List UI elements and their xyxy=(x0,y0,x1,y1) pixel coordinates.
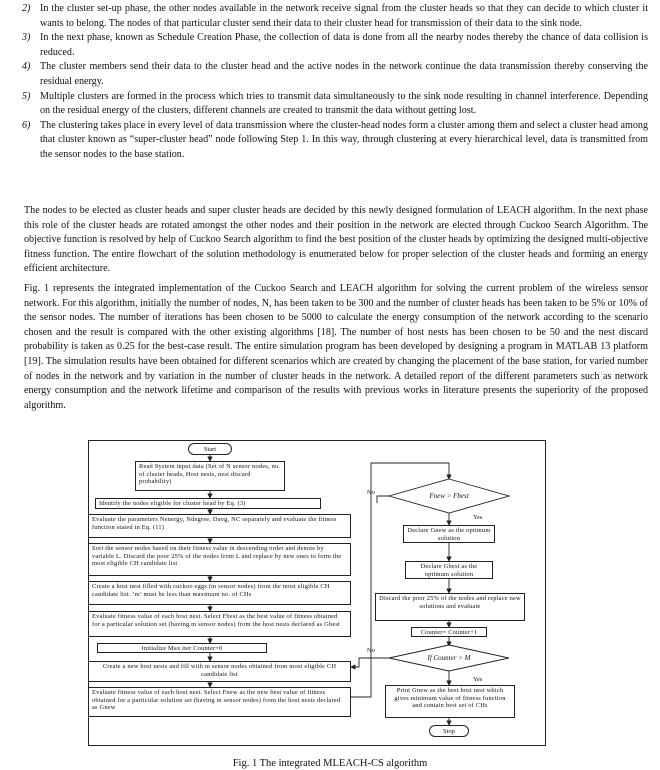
declare-gbest-box: Declare Gbest as the optimum solution xyxy=(405,561,493,579)
arrow xyxy=(377,496,389,503)
sort-nodes-box: Sort the sensor nodes based on their fitness value in descending order and denote by variable L. Discard the poor 25% of the nodes from L and replace by new ones to form the most eligible CH candidate list xyxy=(89,543,351,576)
step-text: In the cluster set-up phase, the other nodes available in the network receive signal from the cluster heads so that they can decide to which cluster it wants to belong. The nodes of that particular cluster send their data to their cluster head for transmission of their data to the sink node. xyxy=(40,3,648,29)
no-label: No xyxy=(367,489,375,496)
step-item-6 xyxy=(22,119,648,163)
step-item-3 xyxy=(22,31,648,60)
create-host-nest-box: Create a host nest filled with cuckoo eggs (m sensor nodes) from the most eligible CH candidate list. ‘m’ must be less than maximum no. of CHs xyxy=(89,581,351,605)
evaluate-parameters-box: Evaluate the parameters Nenergy, Ndegree, Davg, NC separately and evaluate the fitness function stated in Eq. (11) xyxy=(89,514,351,538)
step-list xyxy=(22,2,648,163)
step-text: Multiple clusters are formed in the process which tries to transmit data simultaneously to the sink node resulting in channel interference. Depending on the residual energy of the clusters, different channels are created to transmit the data without getting lost. xyxy=(40,90,648,117)
create-new-nests-box: Create a new host nests and fill with m sensor nodes obtained from most eligible CH candidate list xyxy=(89,661,351,682)
no-label: No xyxy=(367,647,375,654)
counter-increment-box: Counter= Counter+1 xyxy=(411,627,487,637)
identify-nodes-box: Identify the nodes eligible for cluster head by Eq. (3) xyxy=(95,498,321,509)
decision-fitness-label: Fnew > Fbest xyxy=(429,492,469,500)
print-result-box: Print Gnew as the best host nest which gives minimum value of fitness function and contain best set of CHs xyxy=(385,685,515,718)
step-item-4 xyxy=(22,60,648,89)
step-item-2 xyxy=(22,2,648,31)
step-number: 2) xyxy=(22,3,31,14)
step-text: In the next phase, known as Schedule Creation Phase, the collection of data is done from all the nearby nodes thereby the chance of data collision is reduced. xyxy=(40,32,648,58)
step-text: The cluster members send their data to the cluster head and the active nodes in the network continue the data transmission thereby conserving the residual energy. xyxy=(40,61,648,87)
declare-gnew-box: Declare Gnew as the optimum solution xyxy=(403,525,495,543)
yes-label: Yes xyxy=(473,514,483,521)
evaluate-fbest-box: Evaluate fitness value of each host nest. Select Fbest as the best value of fitness obtained for a particular solution set (having m sensor nodes) from the host nests declared as Gbest xyxy=(89,611,351,637)
step-item-5 xyxy=(22,90,648,119)
discard-nodes-box: Discard the poor 25% of the nodes and replace new solutions and evaluate xyxy=(375,593,525,621)
paragraph-figure-description: Fig. 1 represents the integrated implementation of the Cuckoo Search and LEACH algorithm for solving the current problem of the wireless sensor network. For this algorithm, initially the number of nodes, N, has been taken to be 300 and the number of cluster heads has been taken to be 5% or 10% of the sensor nodes. The number of iterations has been chosen to be 5000 to calculate the energy consumption of the network according to the scenario chosen and the result is compared with the other existing algorithms [18]. The number of host nests has been chosen to be 50 and the nest discard probability is taken as 0.25 for the best-case result. The entire simulation program has been developed by designing a program in MATLAB 13 platform [19]. The simulation results have been obtained for different scenarios which are created by changing the placement of the base station, for varied number of nodes in the network and by variation in the number of cluster heads in the network. A detailed report of the different parameters such as network energy consumption and the network lifetime and comparison of the results with previous works in literature presents the superiority of the proposed algorithm. xyxy=(24,283,648,411)
paragraph-method: The nodes to be elected as cluster heads and super cluster heads are decided by this newly designed formulation of LEACH algorithm. In the next phase this role of the cluster heads are rotated amongst the other nodes and their position in the network are elected through Cuckoo Search Algorithm. The objective function is resolved by help of Cuckoo Search algorithm to find the best position of the cluster heads by optimizing the designed multi-objective fitness function. The entire flowchart of the solution methodology is enumerated below for proper selection of the cluster heads and forming an energy efficient architecture. xyxy=(24,205,648,275)
step-number: 3) xyxy=(22,32,31,44)
flowchart-figure xyxy=(88,440,546,746)
stop-terminal: Stop xyxy=(429,725,469,737)
step-number: 4) xyxy=(22,61,31,73)
arrow xyxy=(351,658,389,667)
initialize-counter-box: Initialize Max iter Counter=0 xyxy=(97,643,267,653)
yes-label: Yes xyxy=(473,676,483,683)
evaluate-fnew-box: Evaluate fitness value of each host nest. Select Fnew as the new best value of fitness obtained for a particular solution set (having m sensor nodes) from the host nests declared as Gnew xyxy=(89,687,351,717)
figure-caption: Fig. 1 The integrated MLEACH-CS algorithm xyxy=(232,758,428,769)
start-terminal: Start xyxy=(188,443,232,455)
read-input-box: Read System input data (Set of N sensor nodes, no. of cluster heads, Host nests, nest discard probability) xyxy=(135,461,285,491)
step-number: 5) xyxy=(22,90,31,102)
decision-counter-label: If Counter > M xyxy=(427,654,471,662)
step-number: 6) xyxy=(22,119,31,131)
step-text: The clustering takes place in every level of data transmission where the cluster-head nodes form a cluster among them and select a cluster head among that cluster known as “super-cluster head” node following Step 1. In this way, through clustering at every hierarchical level, data is transmitted from the sensor nodes to the base station. xyxy=(40,119,649,160)
